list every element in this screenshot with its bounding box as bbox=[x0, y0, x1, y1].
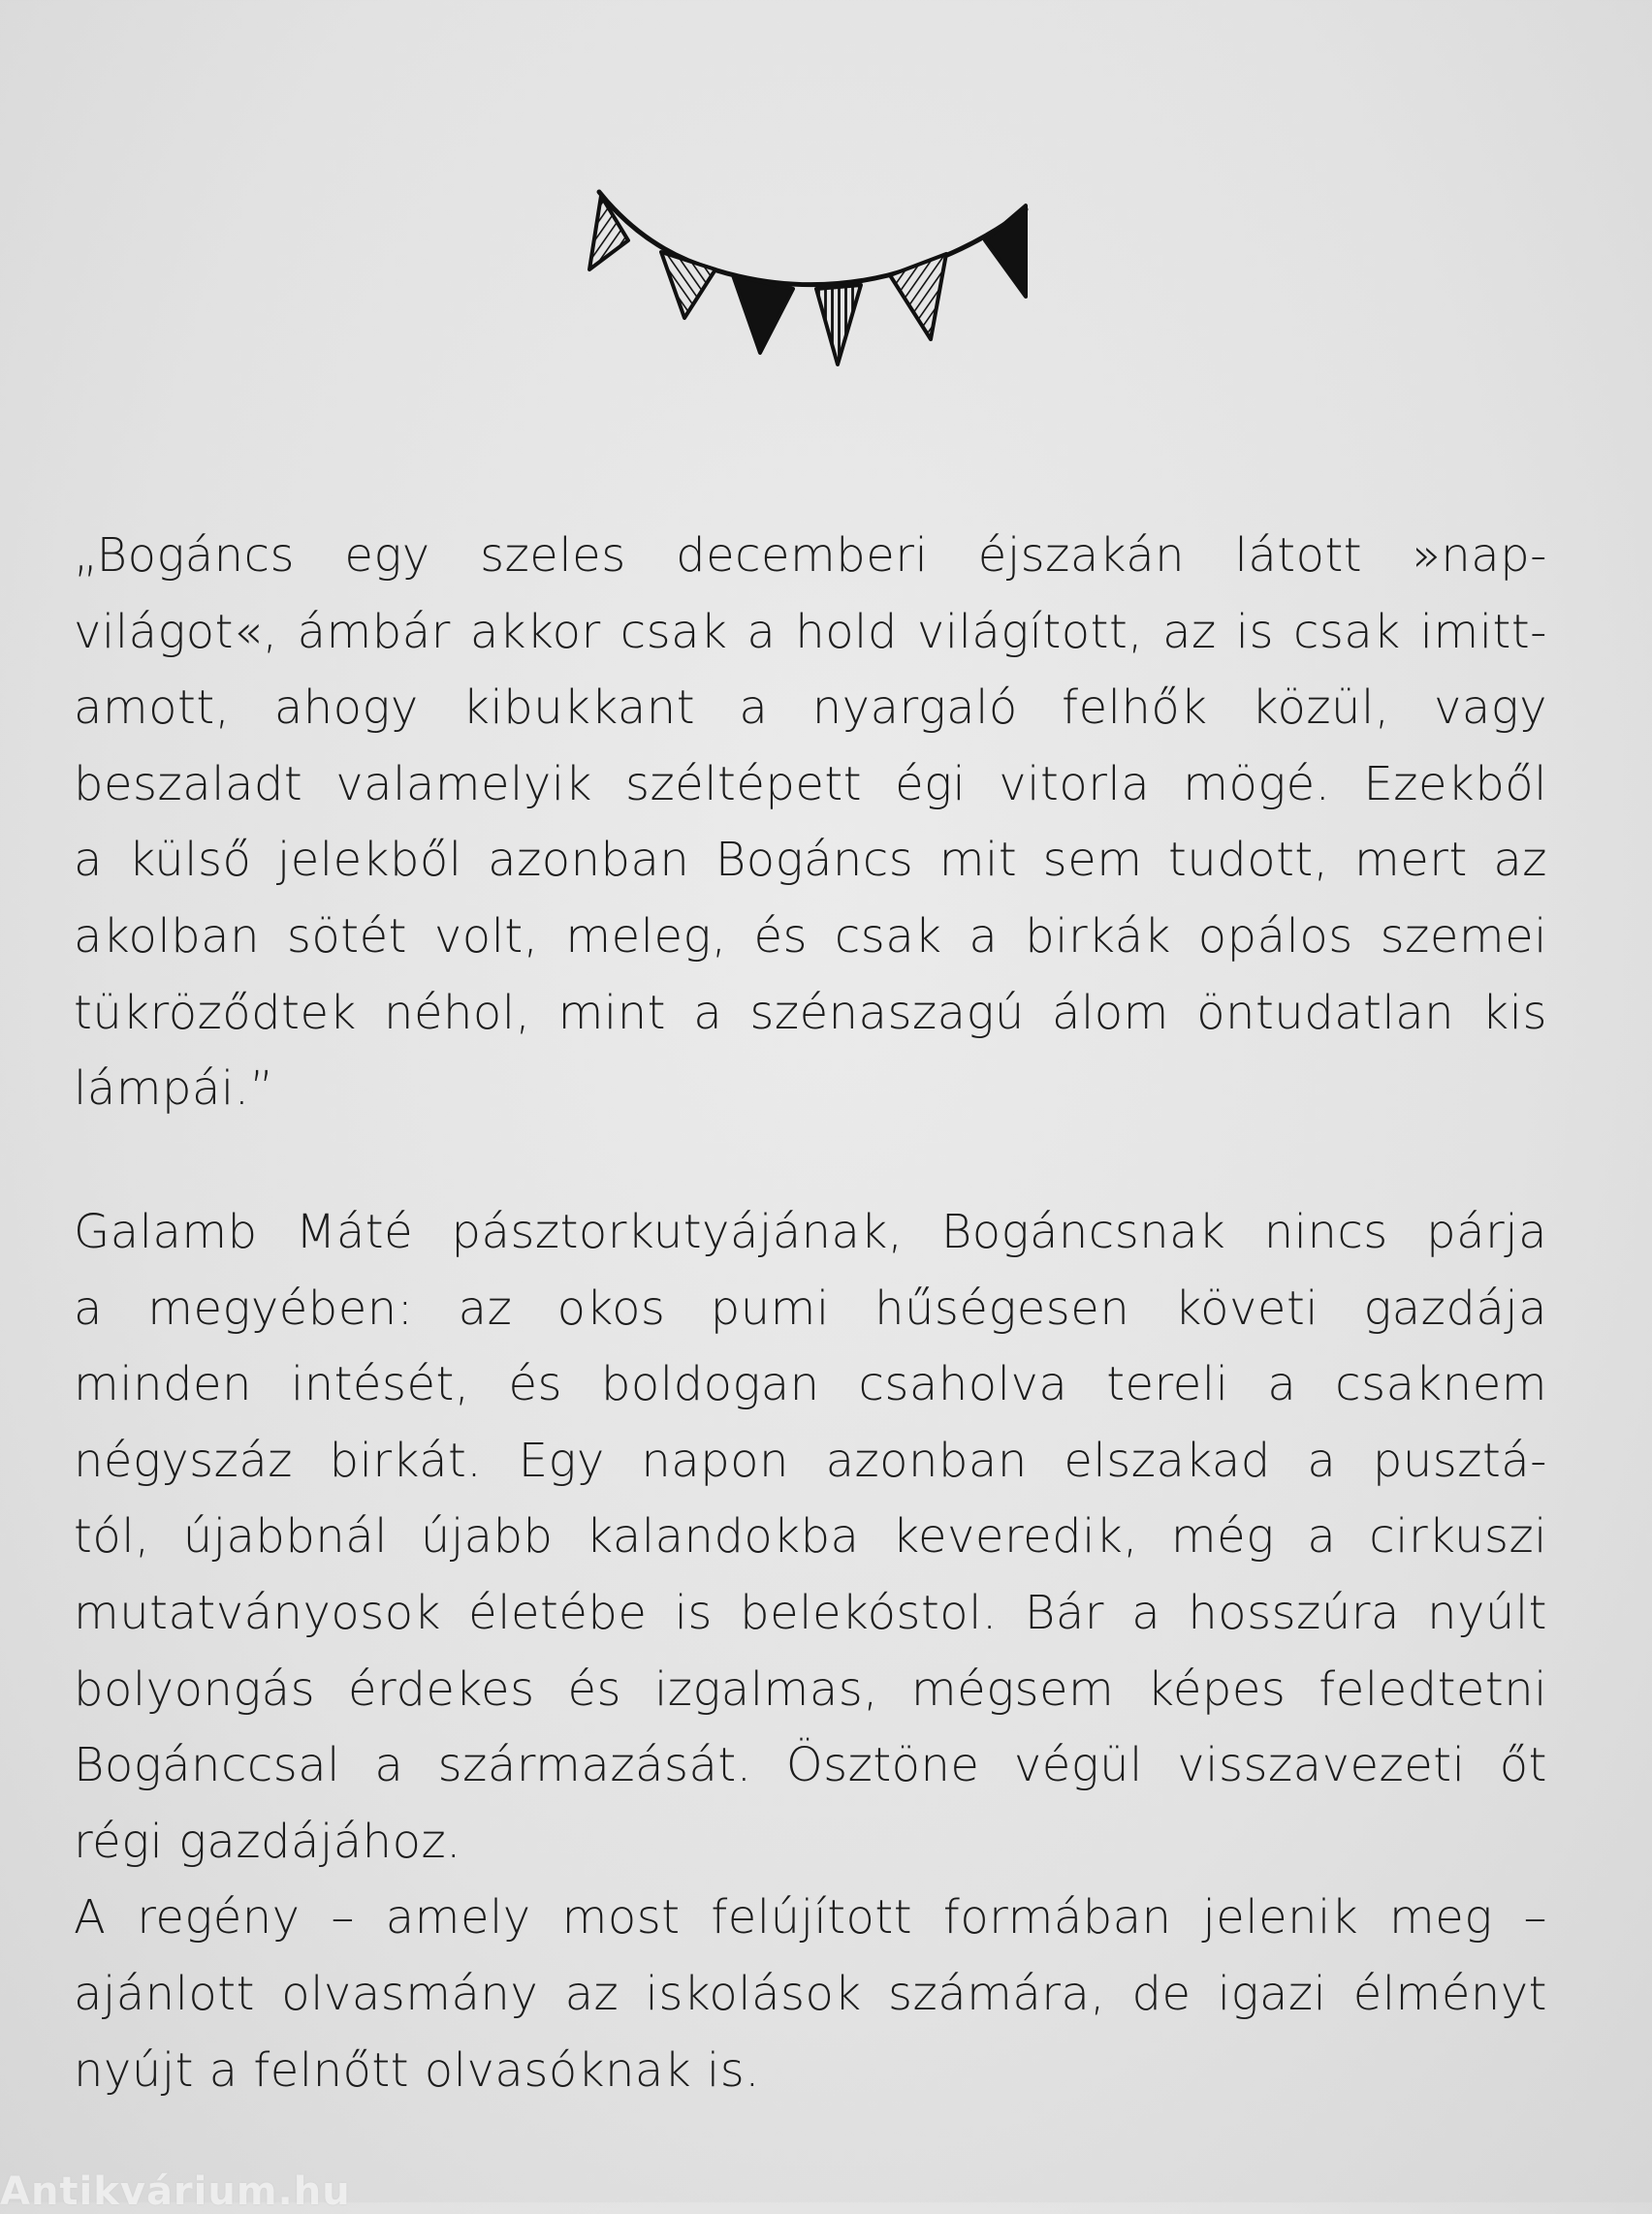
description-paragraph bbox=[74, 1194, 1547, 2108]
watermark: Antikvárium.hu bbox=[0, 2169, 351, 2214]
description-line: A regény – amely most felújított formában jelenik meg – bbox=[74, 1890, 1547, 1945]
description-line: tól, újabbnál újabb kalandokba keveredik, még a cirkuszi bbox=[74, 1509, 1547, 1565]
quote-line: a külső jelekből azonban Bogáncs mit sem tudott, mert az bbox=[74, 833, 1547, 888]
description-line: nyújt a felnőtt olvasóknak is. bbox=[74, 2042, 760, 2098]
quote-line: akolban sötét volt, meleg, és csak a birkák opálos szemei bbox=[74, 908, 1547, 964]
quote-line: amott, ahogy kibukkant a nyargaló felhők közül, vagy bbox=[74, 680, 1547, 736]
description-line: négyszáz birkát. Egy napon azonban elszakad a pusztá- bbox=[74, 1433, 1547, 1488]
quote-line: lámpái.” bbox=[74, 1061, 274, 1117]
bunting-flags-icon bbox=[578, 182, 1033, 376]
quote-line: beszaladt valamelyik széltépett égi vitorla mögé. Ezekből bbox=[74, 756, 1547, 811]
description-line: a megyében: az okos pumi hűségesen követi gazdája bbox=[74, 1281, 1547, 1336]
description-line: minden intését, és boldogan csaholva tereli a csaknem bbox=[74, 1357, 1547, 1412]
quote-paragraph bbox=[74, 518, 1547, 1127]
quote-line: tükröződtek néhol, mint a szénaszagú álom öntudatlan kis bbox=[74, 985, 1547, 1040]
description-line: mutatványosok életébe is belekóstol. Bár a hosszúra nyúlt bbox=[74, 1585, 1547, 1640]
description-line: Bogánccsal a származását. Ösztöne végül visszavezeti őt bbox=[74, 1738, 1547, 1793]
description-line: régi gazdájához. bbox=[74, 1814, 461, 1869]
description-line: ajánlott olvasmány az iskolások számára, de igazi élményt bbox=[74, 1966, 1547, 2021]
quote-line: „Bogáncs egy szeles decemberi éjszakán látott »nap- bbox=[74, 528, 1547, 583]
description-line: Galamb Máté pásztorkutyájának, Bogáncsnak nincs párja bbox=[74, 1205, 1547, 1259]
description-line: bolyongás érdekes és izgalmas, mégsem képes feledtetni bbox=[74, 1661, 1547, 1717]
quote-line: világot«, ámbár akkor csak a hold világított, az is csak imitt- bbox=[74, 604, 1547, 659]
